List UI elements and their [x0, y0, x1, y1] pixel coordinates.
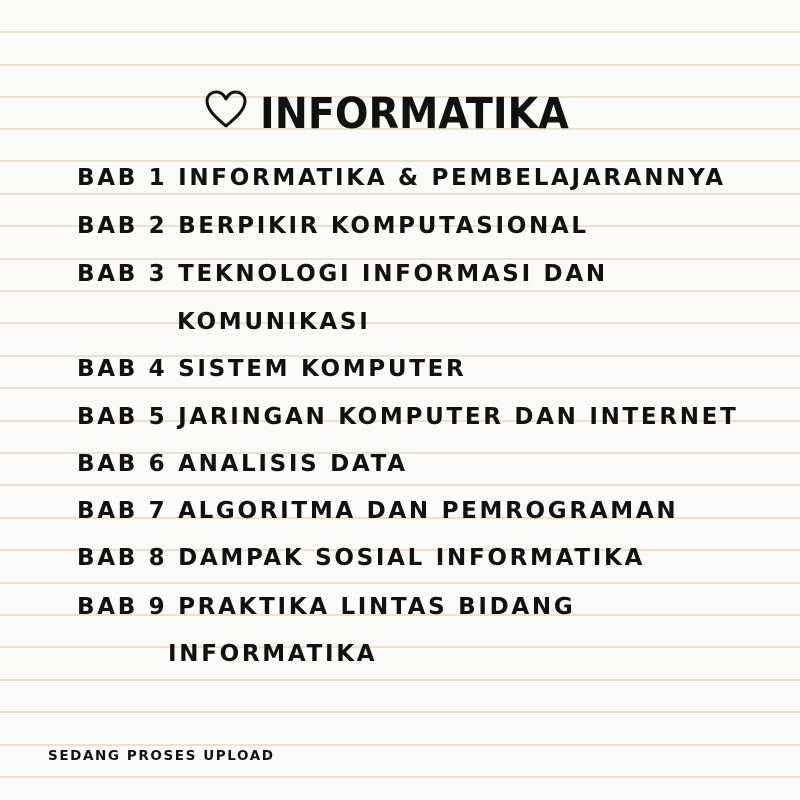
- chapter-item-continuation: KOMUNIKASI: [177, 309, 371, 335]
- ruled-line: [0, 31, 800, 33]
- heart-outline-icon: [204, 89, 248, 140]
- chapter-item: BAB 8 DAMPAK SOSIAL INFORMATIKA: [77, 545, 645, 571]
- ruled-line: [0, 387, 800, 389]
- chapter-item: BAB 5 JARINGAN KOMPUTER DAN INTERNET: [77, 404, 739, 430]
- ruled-line: [0, 582, 800, 584]
- page-title: [0, 86, 800, 140]
- ruled-line: [0, 776, 800, 778]
- ruled-line: [0, 193, 800, 195]
- ruled-line: [0, 322, 800, 324]
- chapter-item: BAB 6 ANALISIS DATA: [77, 451, 408, 477]
- ruled-line: [0, 64, 800, 66]
- chapter-item: BAB 1 INFORMATIKA & PEMBELAJARANNYA: [77, 165, 726, 191]
- ruled-line: [0, 258, 800, 260]
- ruled-line: [0, 711, 800, 713]
- ruled-line: [0, 484, 800, 486]
- ruled-line: [0, 679, 800, 681]
- chapter-item-continuation: INFORMATIKA: [168, 641, 378, 667]
- chapter-item: BAB 9 PRAKTIKA LINTAS BIDANG: [77, 594, 576, 620]
- title-text: INFORMATIKA: [260, 88, 569, 139]
- ruled-line: [0, 160, 800, 162]
- ruled-line: [0, 744, 800, 746]
- footer-status-text: SEDANG PROSES UPLOAD: [48, 748, 275, 764]
- ruled-line: [0, 646, 800, 648]
- chapter-item: BAB 7 ALGORITMA DAN PEMROGRAMAN: [77, 498, 679, 524]
- chapter-item: BAB 3 TEKNOLOGI INFORMASI DAN: [77, 261, 608, 287]
- ruled-line: [0, 290, 800, 292]
- chapter-item: BAB 4 SISTEM KOMPUTER: [77, 356, 467, 382]
- chapter-item: BAB 2 BERPIKIR KOMPUTASIONAL: [77, 213, 589, 239]
